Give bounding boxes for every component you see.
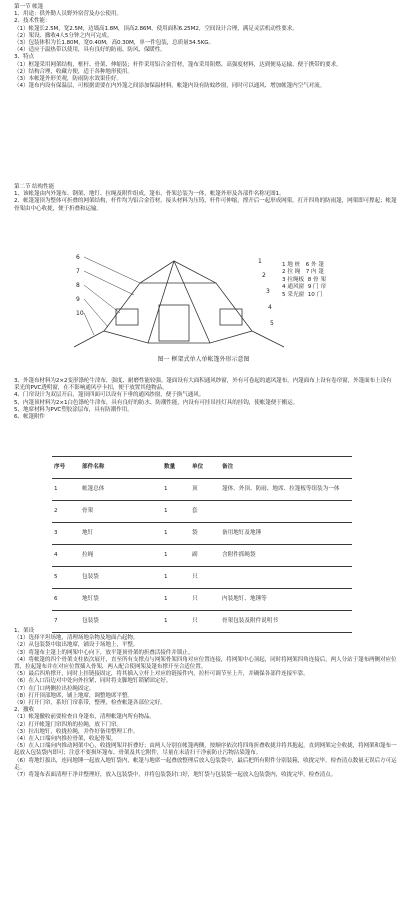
frame-rib xyxy=(174,261,210,343)
table-cell: 帐篷总体 xyxy=(82,485,105,492)
column-header: 序号 xyxy=(54,463,66,470)
table-cell: 1 xyxy=(164,529,168,536)
table-cell xyxy=(220,501,352,523)
table-cell: 1 xyxy=(164,551,168,558)
text-line: 1、用途：供外勤人员野外宿营及办公使用。 xyxy=(14,11,122,18)
text-line: （2）打开帐篷门帘四角的拉绳，放下门帘。 xyxy=(14,721,122,728)
text-line: 1、该帐篷由内外篷布、钢架、地钉、拉绳及附件组成，篷布、骨架总装为一体，帐篷外形及各部件名称见图1。 xyxy=(14,191,285,198)
table-cell: 地钉袋 xyxy=(82,595,99,602)
table-cell: 1 xyxy=(164,507,168,514)
section-structure xyxy=(14,184,397,213)
table-cell: 1 xyxy=(54,485,58,492)
table-cell: 1 xyxy=(164,485,168,492)
text-line: 4、门帘设计为双层开启，篷顶四面可以设有下垂的通风纱窗，便于换气通风。 xyxy=(14,392,205,399)
frame-rib xyxy=(148,261,174,343)
section-product-overview xyxy=(14,4,397,90)
table-cell xyxy=(220,567,352,589)
table-cell: 6 xyxy=(54,595,58,602)
text-line: （4）将帐篷的四个骨架支柱依次展开，直至所有支撑点与网架骨架四角对应位置连接，将网架中心顶起，同时将网架四角连接后，两人分站于篷布两侧对应位置，拉起篷布并在对应位置插入骨架，两人配合使网架及篷布撑开至合适位置。 xyxy=(14,656,397,671)
window-left xyxy=(116,309,138,325)
table-cell: 含附件抓绳袋 xyxy=(222,551,256,558)
callout-label: 7 xyxy=(76,268,80,275)
callout-label: 10 xyxy=(76,310,84,317)
table-cell: 1 xyxy=(164,573,168,580)
text-line: （4）适应于温热带以使用，具有良好的防雨、防风、保暖性。 xyxy=(14,47,166,54)
text-line: （5）在入口端向内推动网架中心，收拢网架并折叠好；由两人分别在帐篷两侧，按顺序依次将四角折叠收拢并将其抱起，直到网架完全收拢，将网架和篷布一起放入包装袋内即可；注意不要损坏篷布、骨架及其它附件，尽量在未清扫干净前防止污物沾染篷布。 xyxy=(14,743,397,757)
table-cell: 只 xyxy=(192,595,198,602)
table-row xyxy=(52,479,352,501)
parts-table xyxy=(52,456,352,633)
callout-label: 8 xyxy=(76,282,80,289)
legend-row: 2 拉 绳 7 内 篷 xyxy=(282,269,325,276)
text-line: 2、技术性能： xyxy=(14,18,51,25)
text-line: （2）从包装袋中取出地席，铺设于场地上，平整。 xyxy=(14,642,139,649)
table-cell: 备用地钉及地锤 xyxy=(222,529,262,536)
table-cell: 拉绳 xyxy=(82,551,94,558)
table-row xyxy=(52,523,352,545)
leader-line xyxy=(84,313,94,335)
table-row xyxy=(52,589,352,611)
section-title: 第一节 帐篷 xyxy=(14,4,44,10)
text-line: 5、内篷顶材料为2×1白色涤纶牛津布，具有良好的防水、防潮性能，内设有可挂吊挂灯具的挂钩，使帐篷便于搬运。 xyxy=(14,399,299,406)
callout-label: 2 xyxy=(262,272,266,279)
text-line: 6、帐篷附件 xyxy=(14,414,45,421)
legend-row: 5 采光窗 10 门 xyxy=(282,291,323,298)
tent-outline xyxy=(104,261,252,343)
guy-rope xyxy=(74,331,104,347)
table-cell: 骨架 xyxy=(82,507,94,514)
table-cell: 包装袋 xyxy=(82,573,99,580)
column-header: 备注 xyxy=(222,463,234,470)
column-header: 部件名称 xyxy=(82,463,105,470)
figure-caption: 图一 框架式单人单帐篷外形示意图 xyxy=(157,356,250,363)
figure-legend xyxy=(282,262,402,299)
legend-row: 1 地 桩 6 外 篷 xyxy=(282,262,325,268)
text-line: （5）最后四角撑开，同时上挂链接固定，将其插入立杆上对应的链接件内，拉杆可调节至上升，并确保各部件连接牢靠。 xyxy=(14,671,309,678)
leader-line xyxy=(84,299,108,327)
leader-line xyxy=(84,285,120,313)
text-line: （3）将篷布主篷上的网架中心向下，放平篷顶骨架的折叠活接件并锁止。 xyxy=(14,649,194,656)
text-line: （3）包装体积为长1.80M，宽0.40M，高0.30M，单一件包装，总质量34.5KG。 xyxy=(14,40,215,47)
text-line: 5、地席材料为PVC塑胶涂层布，具有防潮作用。 xyxy=(14,406,133,413)
section-materials xyxy=(14,378,397,421)
section-title: 1、架设 xyxy=(14,628,34,634)
text-line: 3、外篷布材料为2×2变形涤纶牛津布，强度、耐磨性能较强。篷面设有大面积通风纱窗，外有可卷起的遮风篷布，内篷面布上设有卷帘窗，外篷面布上设有采光的PVC透明窗，在不影响通风亭卡扣，便于放置其他物品。 xyxy=(14,378,392,392)
table-cell: 骨架包装及附件说明书 xyxy=(222,617,278,624)
table-header-row xyxy=(52,457,352,479)
text-line: （9）打开门帘，系好门帘系带，整理，检查帐篷各部位完好。 xyxy=(14,700,166,707)
table-cell: 篷体、外顶、防雨、地席、拉篷板等组装为一体 xyxy=(222,485,340,492)
text-line: 2、撤收 xyxy=(14,707,34,714)
table-cell: 7 xyxy=(54,617,58,624)
table-row xyxy=(52,567,352,589)
callout-label: 1 xyxy=(258,258,262,265)
text-line: 2、帐篷篷顶为整体可折叠的网架结构，杆件均为铝合金管材，接头材料为压铸，杆件可伸缩，撑开后一起形成网架，打开四角的防雨篷，网架即可撑起；帐篷骨架由中心收拢，便于折叠和运输。 xyxy=(14,198,397,212)
table-cell: 套 xyxy=(192,507,198,514)
callout-label: 4 xyxy=(268,304,272,311)
text-line: （6）在入口沿边对中处向外拉紧，同时将支脚地钉锁紧固定好。 xyxy=(14,678,172,685)
callout-label: 9 xyxy=(76,296,80,303)
table-row xyxy=(52,501,352,523)
section-title: 第二节 结构性能 xyxy=(14,184,55,190)
table-cell: 顶 xyxy=(192,485,198,492)
column-header: 数量 xyxy=(164,463,176,470)
table-cell: 5 xyxy=(54,573,58,580)
text-line: （7）将篷布表面清理干净并整理好，放入包装袋中，并将包装袋封口好，地钉袋与包装袋一起放入包装袋内，收拢完毕，检查清点。 xyxy=(14,772,337,779)
table-cell: 包装袋 xyxy=(82,617,99,624)
text-line: （7）在门口两侧拉出拉绳固定。 xyxy=(14,685,95,692)
table-cell: 1 xyxy=(164,617,168,624)
door-panel xyxy=(159,305,189,341)
text-line: （6）将地钉拔出，连同地锤一起放入地钉袋内，帐篷与地席一起叠放整理后放入包装袋中，最后把所有附件分别装箱，收拢完毕，检查清点数量无误后方可运走。 xyxy=(14,757,397,771)
table-cell: 副 xyxy=(192,551,198,558)
table-cell: 4 xyxy=(54,551,58,558)
table-row xyxy=(52,545,352,567)
text-line: （3）本帐篷外形美观，防雨防水效果佳好。 xyxy=(14,76,122,83)
table-cell: 地钉 xyxy=(82,529,94,536)
text-line: （1）帐篷撤收前要检查自身篷布，清理帐篷内所有物品。 xyxy=(14,714,155,721)
column-header: 单位 xyxy=(192,463,204,470)
table-cell: 内装地钉、地锤等 xyxy=(222,595,267,602)
callout-label: 3 xyxy=(266,288,270,295)
text-line: （1）帐篷长2.5M，宽2.5M，边墙高1.8M，顶高2.86M，使用面积6.25M2，空间设计合理，满足灵活机动性要求。 xyxy=(14,25,298,32)
text-line: （2）结构合理，收藏方便，适于各种地形使用。 xyxy=(14,68,133,75)
text-line: （1）框篷采用网架结构，框杆、骨架、伸缩装；杆件采用铝合金管材，篷布采用阻燃、高强度材料，达到便易运输、便于携带的要求。 xyxy=(14,61,342,68)
table-cell: 2 xyxy=(54,507,58,514)
guy-rope xyxy=(252,331,284,347)
leader-line xyxy=(84,271,134,295)
table-cell: 袋 xyxy=(192,529,198,536)
text-line: （1）选择平坦场地，清理场地杂物及地面凸起物。 xyxy=(14,635,139,642)
table-cell: 3 xyxy=(54,529,58,536)
callout-label: 5 xyxy=(270,320,274,327)
text-line: （2）架设、撤收4人5分钟之内可完成。 xyxy=(14,32,113,39)
table-cell: 只 xyxy=(192,617,198,624)
window-right xyxy=(220,309,242,325)
legend-row: 3 拉绳板 8 骨 架 xyxy=(282,276,327,283)
text-line: （8）打开顶部地席，铺上地席，调整地席平整。 xyxy=(14,692,133,699)
table-cell: 只 xyxy=(192,573,198,580)
text-line: （3）拉出地钉，收拢拉绳，并作好备用整理工作。 xyxy=(14,728,139,735)
callout-label: 6 xyxy=(76,254,80,261)
text-line: （4）在入口端向内推拉骨架，收起骨架。 xyxy=(14,736,117,743)
leader-line xyxy=(84,257,140,283)
text-line: （4）篷布内设有保温层，可根据需要在内外篷之间添加保温材料，帐篷内设有防蚊纱窗，同时可以通风、增加帐篷内空气对流。 xyxy=(14,83,326,90)
legend-row: 4 通风窗 9 门 帘 xyxy=(282,284,327,291)
table-cell: 1 xyxy=(164,595,168,602)
text-line: 3、特点 xyxy=(14,54,34,61)
section-setup-dismantle xyxy=(14,628,397,779)
